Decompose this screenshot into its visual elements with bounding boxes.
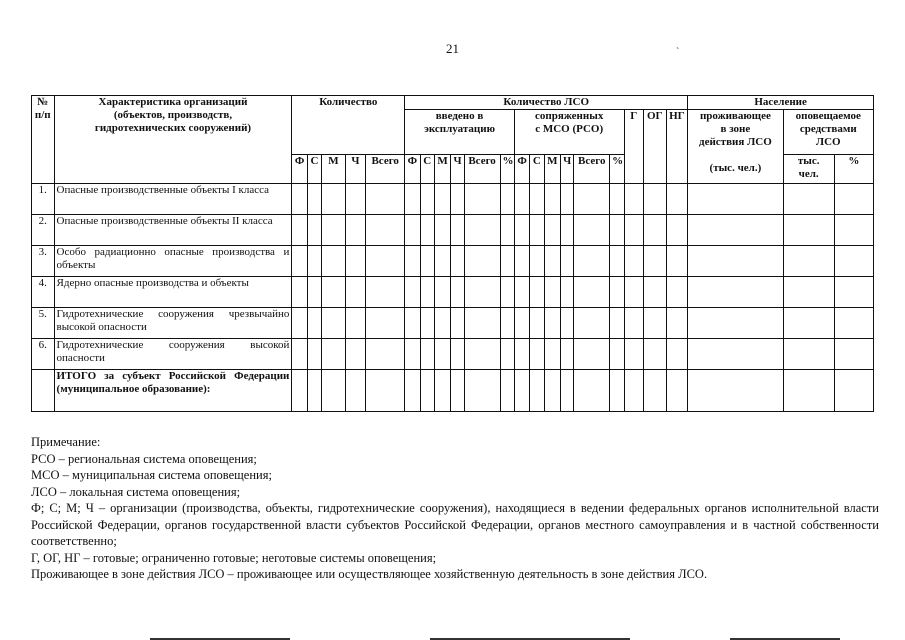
empty-cell[interactable] [420, 308, 434, 339]
empty-cell[interactable] [434, 339, 450, 370]
header-notified: оповещаемое средствами ЛСО [783, 110, 873, 155]
row-description: Опасные производственные объекты I класса [54, 184, 292, 215]
living-unit-label: (тыс. чел.) [709, 162, 762, 174]
empty-cell[interactable] [434, 215, 450, 246]
empty-cell[interactable] [643, 277, 666, 308]
empty-cell[interactable] [574, 370, 610, 412]
empty-cell[interactable] [624, 277, 643, 308]
empty-cell[interactable] [451, 277, 464, 308]
empty-cell[interactable] [345, 277, 366, 308]
empty-cell[interactable] [544, 246, 560, 277]
row-number [32, 370, 55, 412]
empty-cell[interactable] [464, 308, 500, 339]
empty-cell[interactable] [688, 370, 783, 412]
empty-cell[interactable] [405, 308, 420, 339]
empty-cell[interactable] [688, 277, 783, 308]
header-ready: Г [624, 110, 643, 184]
empty-cell[interactable] [610, 370, 624, 412]
empty-cell[interactable] [420, 370, 434, 412]
empty-cell[interactable] [405, 184, 420, 215]
empty-cell[interactable] [666, 277, 688, 308]
empty-cell[interactable] [624, 215, 643, 246]
table-row [32, 277, 874, 308]
empty-cell[interactable] [530, 215, 544, 246]
empty-cell[interactable] [560, 215, 573, 246]
empty-cell[interactable] [451, 308, 464, 339]
header-characteristic: Характеристика организаций (объектов, производств, гидротехнических сооружений) [54, 96, 292, 184]
empty-cell[interactable] [434, 246, 450, 277]
empty-cell[interactable] [322, 277, 346, 308]
empty-cell[interactable] [292, 339, 307, 370]
empty-cell[interactable] [783, 246, 834, 277]
empty-cell[interactable] [643, 246, 666, 277]
empty-cell[interactable] [366, 215, 405, 246]
empty-cell[interactable] [530, 184, 544, 215]
sub-quantity-ch: Ч [345, 155, 366, 184]
empty-cell[interactable] [345, 370, 366, 412]
sub-quantity-s: С [307, 155, 321, 184]
empty-cell[interactable] [307, 339, 321, 370]
sub-coupled-m: М [544, 155, 560, 184]
row-number: 1. [32, 184, 55, 215]
note-mso: МСО – муниципальная система оповещения; [31, 468, 272, 482]
table-row [32, 370, 874, 412]
empty-cell[interactable] [292, 370, 307, 412]
empty-cell[interactable] [451, 246, 464, 277]
empty-cell[interactable] [366, 339, 405, 370]
empty-cell[interactable] [544, 215, 560, 246]
row-description: ИТОГО за субъект Российской Федерации (муниципальное образование): [54, 370, 292, 412]
row-number: 5. [32, 308, 55, 339]
sub-coupled-percent: % [610, 155, 624, 184]
empty-cell[interactable] [574, 277, 610, 308]
empty-cell[interactable] [322, 215, 346, 246]
empty-cell[interactable] [307, 246, 321, 277]
header-not-ready: НГ [666, 110, 688, 184]
empty-cell[interactable] [322, 308, 346, 339]
empty-cell[interactable] [530, 370, 544, 412]
row-number: 6. [32, 339, 55, 370]
empty-cell[interactable] [420, 215, 434, 246]
notes-section [31, 434, 879, 583]
empty-cell[interactable] [292, 215, 307, 246]
empty-cell[interactable] [666, 339, 688, 370]
empty-cell[interactable] [624, 184, 643, 215]
empty-cell[interactable] [464, 184, 500, 215]
header-quantity: Количество [292, 96, 405, 155]
empty-cell[interactable] [307, 308, 321, 339]
empty-cell[interactable] [783, 370, 834, 412]
empty-cell[interactable] [464, 370, 500, 412]
empty-cell[interactable] [624, 339, 643, 370]
header-living-in-zone [688, 110, 783, 184]
empty-cell[interactable] [834, 215, 873, 246]
table-row [32, 215, 874, 246]
empty-cell[interactable] [834, 277, 873, 308]
empty-cell[interactable] [688, 184, 783, 215]
empty-cell[interactable] [834, 370, 873, 412]
empty-cell[interactable] [666, 308, 688, 339]
table-body [32, 184, 874, 412]
empty-cell[interactable] [610, 339, 624, 370]
empty-cell[interactable] [307, 215, 321, 246]
sub-quantity-f: Ф [292, 155, 307, 184]
empty-cell[interactable] [405, 277, 420, 308]
empty-cell[interactable] [345, 184, 366, 215]
empty-cell[interactable] [688, 308, 783, 339]
empty-cell[interactable] [464, 246, 500, 277]
sub-commissioned-ch: Ч [451, 155, 464, 184]
table-row [32, 184, 874, 215]
empty-cell[interactable] [560, 277, 573, 308]
empty-cell[interactable] [560, 246, 573, 277]
empty-cell[interactable] [610, 184, 624, 215]
empty-cell[interactable] [345, 339, 366, 370]
sub-quantity-m: М [322, 155, 346, 184]
empty-cell[interactable] [322, 339, 346, 370]
empty-cell[interactable] [451, 184, 464, 215]
empty-cell[interactable] [366, 246, 405, 277]
empty-cell[interactable] [560, 339, 573, 370]
empty-cell[interactable] [574, 246, 610, 277]
empty-cell[interactable] [514, 339, 529, 370]
row-description: Ядерно опасные производства и объекты [54, 277, 292, 308]
header-num: № п/п [32, 96, 55, 184]
living-in-zone-label: проживающее в зоне действия ЛСО [699, 110, 772, 148]
empty-cell[interactable] [292, 308, 307, 339]
empty-cell[interactable] [574, 184, 610, 215]
empty-cell[interactable] [322, 370, 346, 412]
empty-cell[interactable] [514, 277, 529, 308]
sub-coupled-f: Ф [514, 155, 529, 184]
row-description: Опасные производственные объекты II класса [54, 215, 292, 246]
table-row [32, 246, 874, 277]
empty-cell[interactable] [834, 184, 873, 215]
stray-mark: ` [676, 47, 680, 58]
empty-cell[interactable] [530, 277, 544, 308]
empty-cell[interactable] [307, 184, 321, 215]
row-description: Гидротехнические сооружения чрезвычайно высокой опасности [54, 308, 292, 339]
empty-cell[interactable] [500, 215, 514, 246]
empty-cell[interactable] [560, 308, 573, 339]
empty-cell[interactable] [366, 184, 405, 215]
empty-cell[interactable] [420, 184, 434, 215]
empty-cell[interactable] [624, 308, 643, 339]
empty-cell[interactable] [514, 246, 529, 277]
empty-cell[interactable] [688, 215, 783, 246]
sub-commissioned-f: Ф [405, 155, 420, 184]
empty-cell[interactable] [366, 277, 405, 308]
empty-cell[interactable] [643, 339, 666, 370]
empty-cell[interactable] [514, 308, 529, 339]
empty-cell[interactable] [366, 308, 405, 339]
sub-commissioned-s: С [420, 155, 434, 184]
empty-cell[interactable] [643, 370, 666, 412]
empty-cell[interactable] [434, 184, 450, 215]
empty-cell[interactable] [560, 370, 573, 412]
empty-cell[interactable] [624, 246, 643, 277]
table-row [32, 339, 874, 370]
empty-cell[interactable] [434, 370, 450, 412]
sub-notified-percent: % [834, 155, 873, 184]
empty-cell[interactable] [643, 215, 666, 246]
empty-cell[interactable] [514, 184, 529, 215]
row-number: 4. [32, 277, 55, 308]
empty-cell[interactable] [544, 339, 560, 370]
empty-cell[interactable] [643, 184, 666, 215]
empty-cell[interactable] [420, 339, 434, 370]
empty-cell[interactable] [834, 339, 873, 370]
empty-cell[interactable] [530, 246, 544, 277]
empty-cell[interactable] [500, 246, 514, 277]
empty-cell[interactable] [688, 246, 783, 277]
empty-cell[interactable] [451, 370, 464, 412]
empty-cell[interactable] [643, 308, 666, 339]
sub-thousand-people: тыс. чел. [783, 155, 834, 184]
empty-cell[interactable] [500, 339, 514, 370]
empty-cell[interactable] [783, 308, 834, 339]
empty-cell[interactable] [451, 339, 464, 370]
empty-cell[interactable] [544, 370, 560, 412]
empty-cell[interactable] [544, 308, 560, 339]
empty-cell[interactable] [666, 215, 688, 246]
empty-cell[interactable] [783, 215, 834, 246]
empty-cell[interactable] [292, 246, 307, 277]
empty-cell[interactable] [366, 370, 405, 412]
note-lso: ЛСО – локальная система оповещения; [31, 484, 241, 499]
empty-cell[interactable] [666, 184, 688, 215]
empty-cell[interactable] [322, 184, 346, 215]
empty-cell[interactable] [610, 246, 624, 277]
row-description: Особо радиационно опасные производства и объекты [54, 246, 292, 277]
sub-commissioned-m: М [434, 155, 450, 184]
empty-cell[interactable] [610, 308, 624, 339]
empty-cell[interactable] [420, 277, 434, 308]
empty-cell[interactable] [688, 339, 783, 370]
empty-cell[interactable] [322, 246, 346, 277]
empty-cell[interactable] [345, 215, 366, 246]
sub-quantity-total: Всего [366, 155, 405, 184]
empty-cell[interactable] [624, 370, 643, 412]
empty-cell[interactable] [292, 277, 307, 308]
empty-cell[interactable] [500, 277, 514, 308]
empty-cell[interactable] [345, 308, 366, 339]
lso-form-table [31, 95, 874, 412]
empty-cell[interactable] [500, 370, 514, 412]
empty-cell[interactable] [405, 370, 420, 412]
note-living: Проживающее в зоне действия ЛСО – проживающее или осуществляющее хозяйственную деятельность в зоне действия ЛСО. [31, 567, 708, 581]
sub-coupled-s: С [530, 155, 544, 184]
empty-cell[interactable] [500, 184, 514, 215]
empty-cell[interactable] [500, 308, 514, 339]
empty-cell[interactable] [420, 246, 434, 277]
empty-cell[interactable] [514, 370, 529, 412]
empty-cell[interactable] [574, 308, 610, 339]
empty-cell[interactable] [434, 308, 450, 339]
empty-cell[interactable] [292, 184, 307, 215]
header-coupled: сопряженных с МСО (РСО) [514, 110, 624, 155]
empty-cell[interactable] [666, 370, 688, 412]
notes-title: Примечание: [31, 435, 101, 449]
empty-cell[interactable] [464, 277, 500, 308]
row-description: Гидротехнические сооружения высокой опасности [54, 339, 292, 370]
empty-cell[interactable] [345, 246, 366, 277]
note-rso: РСО – региональная система оповещения; [31, 451, 257, 466]
note-readiness: Г, ОГ, НГ – готовые; ограниченно готовые; неготовые системы оповещения; [31, 550, 437, 565]
header-limited-ready: ОГ [643, 110, 666, 184]
empty-cell[interactable] [783, 339, 834, 370]
sub-coupled-ch: Ч [560, 155, 573, 184]
sub-commissioned-total: Всего [464, 155, 500, 184]
row-number: 3. [32, 246, 55, 277]
empty-cell[interactable] [783, 184, 834, 215]
empty-cell[interactable] [434, 277, 450, 308]
empty-cell[interactable] [530, 339, 544, 370]
empty-cell[interactable] [464, 215, 500, 246]
empty-cell[interactable] [834, 246, 873, 277]
empty-cell[interactable] [307, 370, 321, 412]
empty-cell[interactable] [514, 215, 529, 246]
table-row [32, 308, 874, 339]
empty-cell[interactable] [464, 339, 500, 370]
note-fsmch: Ф; С; М; Ч – организации (производства, объекты, гидротехнические сооружения), находящиеся в ведении федеральных органов исполнительной власти Российской Федерации, органов государственной власти субъектов Российской Федерации, органов местного самоуправления и в частной собственности соответственно; [31, 501, 879, 548]
empty-cell[interactable] [834, 308, 873, 339]
empty-cell[interactable] [560, 184, 573, 215]
empty-cell[interactable] [451, 215, 464, 246]
empty-cell[interactable] [610, 215, 624, 246]
empty-cell[interactable] [666, 246, 688, 277]
empty-cell[interactable] [405, 339, 420, 370]
empty-cell[interactable] [405, 246, 420, 277]
header-lso-quantity: Количество ЛСО [405, 96, 688, 110]
page-number: 21 [446, 41, 459, 56]
empty-cell[interactable] [574, 339, 610, 370]
empty-cell[interactable] [783, 277, 834, 308]
row-number: 2. [32, 215, 55, 246]
empty-cell[interactable] [405, 215, 420, 246]
header-commissioned: введено в эксплуатацию [405, 110, 515, 155]
header-population: Население [688, 96, 874, 110]
empty-cell[interactable] [610, 277, 624, 308]
empty-cell[interactable] [530, 308, 544, 339]
empty-cell[interactable] [307, 277, 321, 308]
empty-cell[interactable] [544, 277, 560, 308]
empty-cell[interactable] [544, 184, 560, 215]
sub-commissioned-percent: % [500, 155, 514, 184]
empty-cell[interactable] [574, 215, 610, 246]
sub-coupled-total: Всего [574, 155, 610, 184]
